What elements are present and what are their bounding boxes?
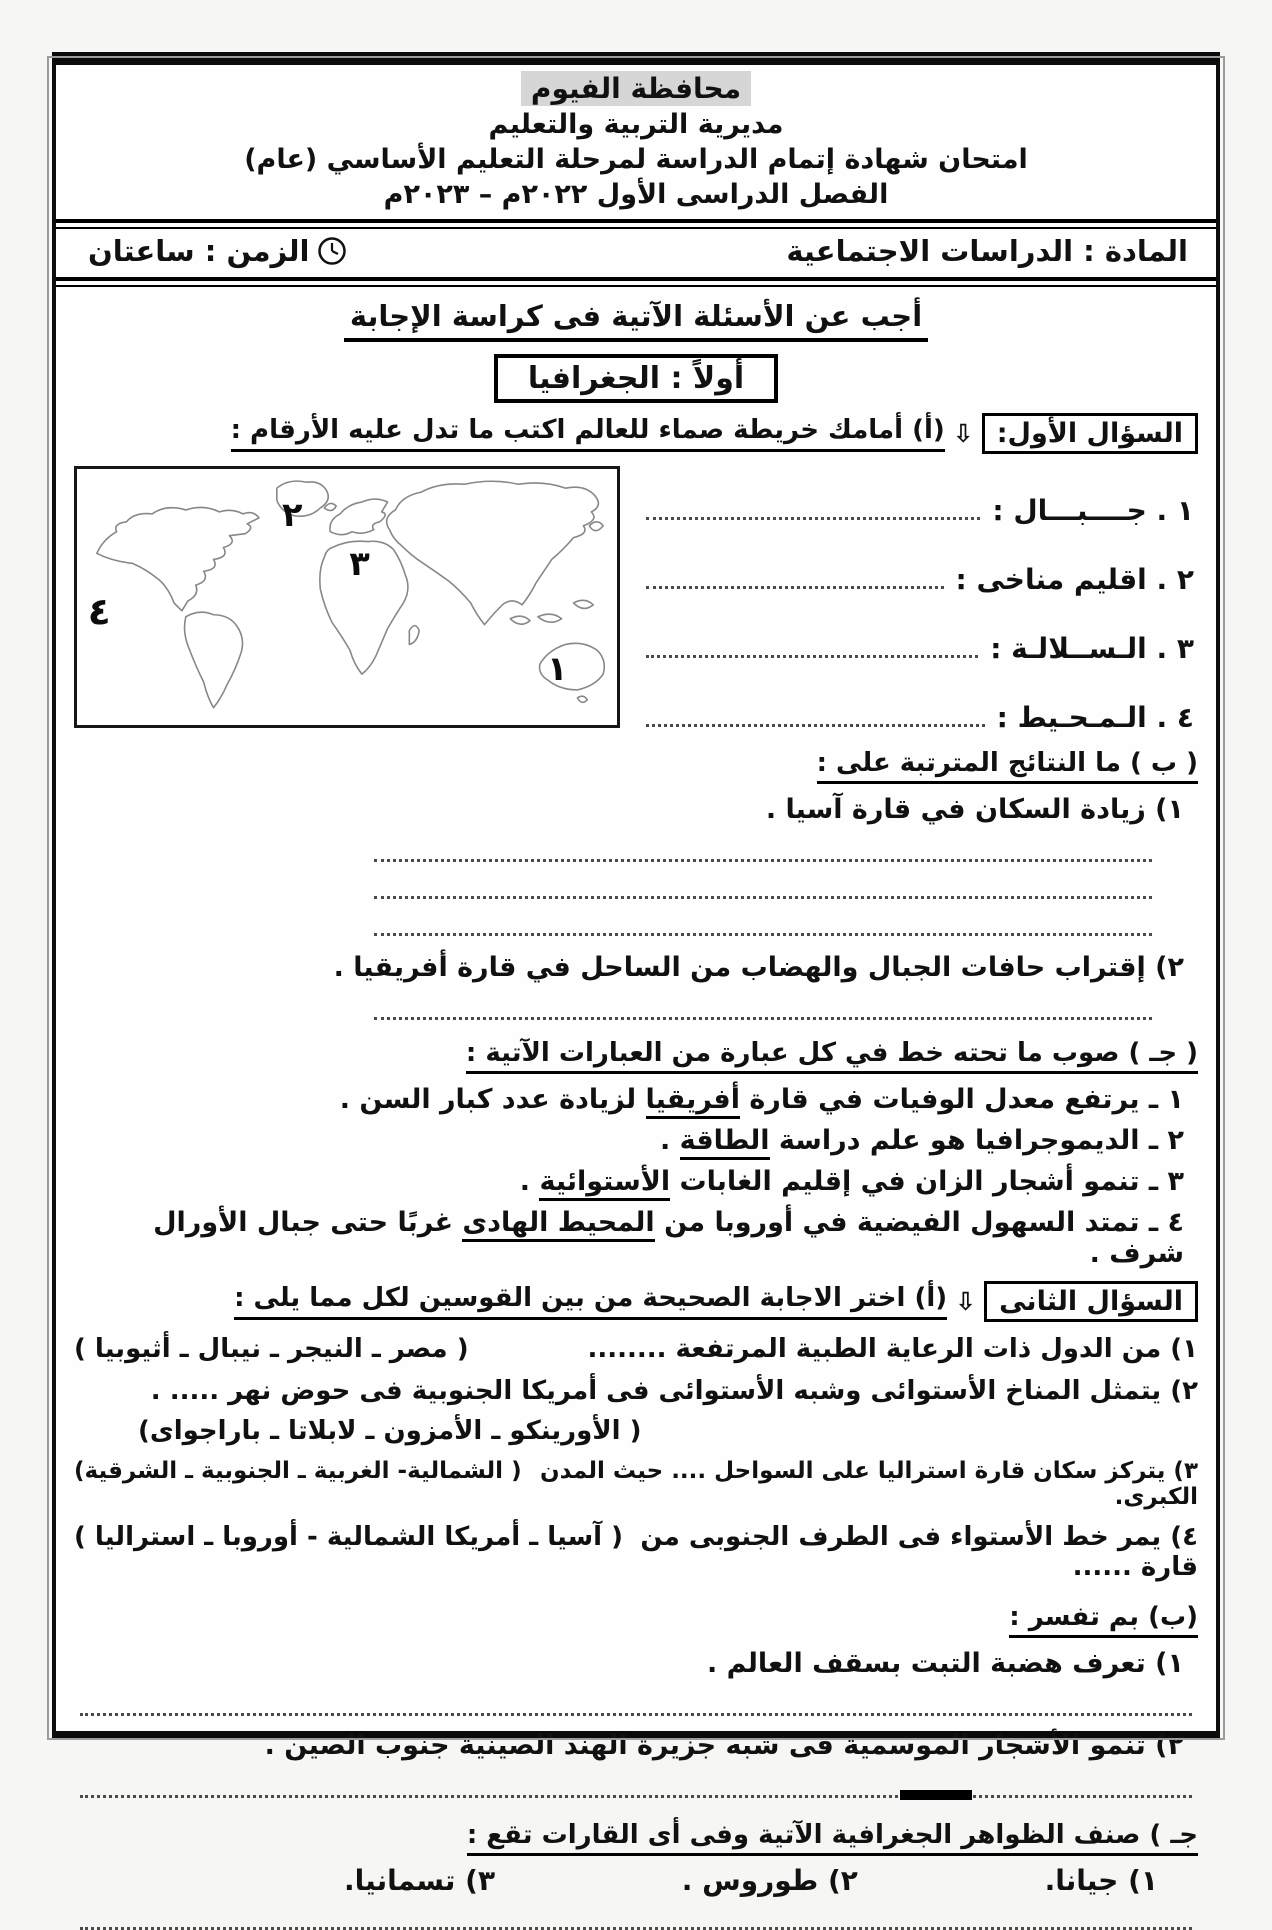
mcq-choices: ( الأورينكو ـ الأمزون ـ لابلاتا ـ باراجواى) <box>138 1416 642 1446</box>
statement-text: . <box>519 1166 540 1197</box>
question1-label: السؤال الأول: <box>982 413 1198 454</box>
mcq-choices: ( الشمالية- الغربية ـ الجنوبية ـ الشرقية) <box>74 1458 522 1484</box>
governorate-title: محافظة الفيوم <box>521 71 751 106</box>
map-number-2: ٢ <box>282 494 303 534</box>
classify-item: ٢) طوروس . <box>681 1864 858 1897</box>
time-label: الزمن : ساعتان <box>88 234 310 268</box>
q2-section-c-heading: جـ ) صنف الظواهر الجغرافية الآتية وفى أى القارات تقع : <box>467 1820 1198 1856</box>
list-item <box>620 458 1194 527</box>
world-map-frame <box>74 466 620 728</box>
mcq-question: ٢) يتمثل المناخ الأستوائى وشبه الأستوائى فى أمريكا الجنوبية فى حوض نهر ..... . <box>150 1376 1198 1406</box>
q1-b-item-1: ١) زيادة السكان في قارة آسيا . <box>765 794 1184 825</box>
q1-c-item <box>74 1207 1184 1269</box>
question2-header <box>74 1281 1198 1322</box>
mcq-question: ٤) يمر خط الأستواء فى الطرف الجنوبى من قارة ...... <box>640 1522 1198 1582</box>
list-item <box>620 596 1194 665</box>
statement-text: ٤ ـ تمتد السهول الفيضية في أوروبا من <box>654 1207 1184 1238</box>
q1-c-item <box>74 1125 1184 1156</box>
underlined-word: الأستوائية <box>539 1166 670 1201</box>
question1-header <box>74 413 1198 454</box>
question1-prompt: (أ) أمامك خريطة صماء للعالم اكتب ما تدل عليه الأرقام : <box>231 415 945 452</box>
directorate-title: مديرية التربية والتعليم <box>488 109 784 140</box>
answer-line <box>374 862 1152 899</box>
q2-b-item-2: ٢) تنمو الأشجار الموسمية فى شبه جزيرة الهند الصينية جنوب الصين . <box>264 1730 1184 1761</box>
q1-section-c-heading: ( جـ ) صوب ما تحته خط في كل عبارة من العبارات الآتية : <box>466 1038 1198 1074</box>
clock-icon <box>317 236 347 266</box>
underlined-word: الطاقة <box>680 1125 770 1160</box>
item-label: ٢ . اقليم مناخى : <box>955 563 1194 596</box>
map-answer-list <box>620 458 1198 734</box>
divider-top <box>56 219 1216 229</box>
q1-c-item <box>74 1084 1184 1115</box>
mcq-item <box>74 1458 1198 1510</box>
answer-line <box>80 1897 1192 1930</box>
list-item <box>620 665 1194 734</box>
meta-row <box>74 229 1198 270</box>
answer-blank <box>646 584 944 589</box>
answer-instruction: أجب عن الأسئلة الآتية فى كراسة الإجابة <box>344 299 928 342</box>
map-number-3: ٣ <box>349 544 370 584</box>
world-map <box>83 469 617 719</box>
mcq-item <box>74 1522 1198 1582</box>
q1-b-item-2: ٢) إقتراب حافات الجبال والهضاب من الساحل في قارة أفريقيا . <box>333 952 1184 983</box>
mcq-choices: ( مصر ـ النيجر ـ نيبال ـ أثيوبيا ) <box>74 1334 469 1364</box>
underlined-word: أفريقيا <box>646 1084 740 1119</box>
term-title: الفصل الدراسى الأول ٢٠٢٢م – ٢٠٢٣م <box>383 179 889 210</box>
answer-line <box>374 825 1152 862</box>
item-label: ٤ . الـمـحـيط : <box>996 701 1194 734</box>
down-arrow-icon: ⇩ <box>955 1287 977 1316</box>
divider-meta <box>56 277 1216 287</box>
classification-row <box>74 1856 1198 1897</box>
mcq-question: ٣) يتركز سكان قارة استراليا على السواحل .... حيث المدن الكبرى. <box>540 1458 1198 1510</box>
answer-line <box>374 983 1152 1020</box>
exam-header <box>74 71 1198 212</box>
exam-title: امتحان شهادة إتمام الدراسة لمرحلة التعليم الأساسي (عام) <box>244 144 1028 175</box>
q1-c-item <box>74 1166 1184 1197</box>
down-arrow-icon: ⇩ <box>952 419 974 448</box>
q1-section-b-heading: ( ب ) ما النتائج المترتبة على : <box>817 748 1198 784</box>
map-number-1: ١ <box>547 649 568 689</box>
statement-text: ٣ ـ تنمو أشجار الزان في إقليم الغابات <box>670 1166 1184 1197</box>
mcq-choices: ( آسيا ـ أمريكا الشمالية - أوروبا ـ استراليا ) <box>74 1522 623 1552</box>
statement-text: ٢ ـ الديموجرافيا هو علم دراسة <box>769 1125 1184 1156</box>
answer-blank <box>646 722 985 727</box>
question2-label: السؤال الثانى <box>984 1281 1198 1322</box>
statement-text: . <box>659 1125 680 1156</box>
answer-blank <box>646 515 980 520</box>
map-number-4: ٤ <box>87 589 111 634</box>
classify-item: ١) جيانا. <box>1044 1864 1158 1897</box>
question2-prompt: (أ) اختر الاجابة الصحيحة من بين القوسين لكل مما يلى : <box>234 1283 947 1320</box>
answer-line <box>80 1761 1192 1798</box>
answer-line <box>374 899 1152 936</box>
item-label: ٣ . الـســلالـة : <box>990 632 1194 665</box>
q2-b-item-1: ١) تعرف هضبة التبت بسقف العالم . <box>706 1648 1184 1679</box>
statement-text: ١ ـ يرتفع معدل الوفيات في قارة <box>739 1084 1184 1115</box>
classify-item: ٣) تسمانيا. <box>344 1864 496 1897</box>
statement-text: لزيادة عدد كبار السن . <box>339 1084 646 1115</box>
exam-sheet <box>52 52 1220 1897</box>
mcq-item <box>74 1376 1198 1406</box>
answer-line <box>80 1679 1192 1716</box>
list-item <box>620 527 1194 596</box>
item-label: ١ . جــــبـــال : <box>992 494 1194 527</box>
answer-blank <box>646 653 978 658</box>
scan-artifact <box>900 1790 972 1800</box>
mcq-item <box>74 1334 1198 1364</box>
part-title-geography: أولاً : الجغرافيا <box>494 354 778 403</box>
mcq-question: ١) من الدول ذات الرعاية الطبية المرتفعة ........ <box>587 1334 1198 1364</box>
subject-label: المادة : الدراسات الاجتماعية <box>786 234 1188 268</box>
question1-body <box>74 458 1198 734</box>
q2-section-b-heading: (ب) بم تفسر : <box>1009 1602 1198 1638</box>
statement-text: غربًا حتى جبال الأورال شرف . <box>153 1207 1184 1269</box>
underlined-word: المحيط الهادى <box>462 1207 654 1242</box>
